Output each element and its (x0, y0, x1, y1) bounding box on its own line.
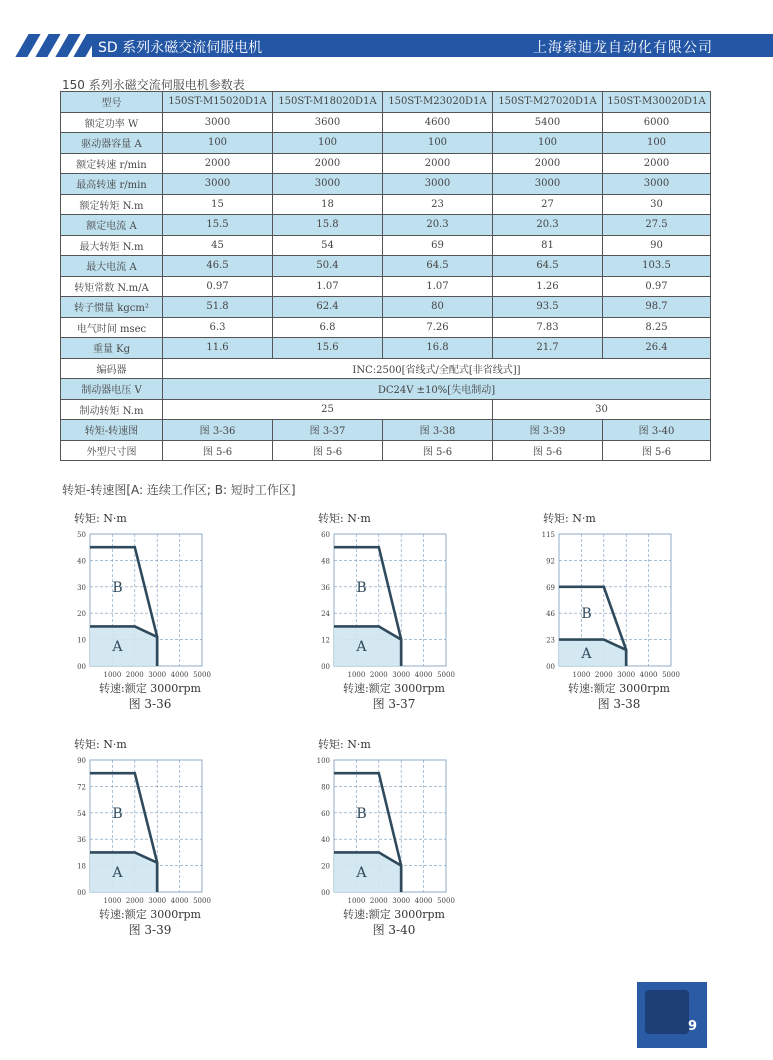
table-cell: 5400 (493, 112, 603, 133)
table-cell: 23 (383, 194, 493, 215)
region-a-label: A (356, 865, 367, 882)
table-row (61, 379, 711, 400)
y-tick-label: 36 (321, 583, 330, 592)
y-axis-label: 转矩: N·m (318, 512, 371, 525)
y-tick-label: 69 (546, 583, 555, 592)
row-label: 最大转矩 N.m (61, 235, 163, 256)
page-number: 9 (687, 1019, 697, 1034)
table-row (61, 276, 711, 297)
table-cell: 0.97 (163, 276, 273, 297)
row-label: 制动器电压 V (61, 379, 163, 400)
table-row (61, 215, 711, 236)
row-label: 驱动器容量 A (61, 133, 163, 154)
chart-svg (531, 512, 711, 724)
table-cell: 46.5 (163, 256, 273, 277)
torque-speed-chart (62, 738, 242, 954)
charts-caption: 转矩-转速图[A: 连续工作区; B: 短时工作区] (62, 483, 296, 497)
table-cell: 2000 (163, 153, 273, 174)
row-label: 转矩常数 N.m/A (61, 276, 163, 297)
row-label: 转矩-转速图 (61, 420, 163, 441)
page-number-box (637, 982, 707, 1048)
y-tick-label: 20 (321, 862, 330, 871)
y-tick-label: 46 (546, 610, 555, 619)
table-cell: 6000 (603, 112, 711, 133)
table-cell: 图 5-6 (273, 440, 383, 461)
table-row (61, 256, 711, 277)
table-row (61, 317, 711, 338)
x-tick-label: 3000 (148, 671, 167, 679)
y-tick-label: 90 (77, 757, 86, 765)
y-tick-label: 48 (321, 557, 330, 566)
table-cell: 15.8 (273, 215, 383, 236)
table-cell: 0.97 (603, 276, 711, 297)
table-row (61, 338, 711, 359)
x-tick-label: 4000 (170, 897, 189, 905)
row-label: 编码器 (61, 358, 163, 379)
x-tick-label: 5000 (193, 897, 211, 905)
table-cell: 图 5-6 (163, 440, 273, 461)
table-row (61, 399, 711, 420)
y-tick-label: 72 (77, 783, 86, 792)
region-b-label: B (112, 579, 123, 596)
x-tick-label: 3000 (392, 897, 411, 905)
y-axis-label: 转矩: N·m (74, 512, 127, 525)
table-cell: INC:2500[省线式/全配式[非省线式]] (163, 358, 711, 379)
table-cell: 64.5 (493, 256, 603, 277)
y-tick-label: 10 (77, 636, 86, 645)
table-row (61, 420, 711, 441)
x-tick-label: 3000 (392, 671, 411, 679)
table-row (61, 153, 711, 174)
table-row (61, 133, 711, 154)
table-cell: 图 5-6 (383, 440, 493, 461)
table-cell: 27 (493, 194, 603, 215)
x-tick-label: 4000 (414, 897, 433, 905)
table-cell: 45 (163, 235, 273, 256)
region-a-label: A (581, 645, 592, 662)
table-header-row (61, 92, 711, 113)
header-title: SD 系列永磁交流伺服电机 (98, 40, 263, 56)
y-tick-label: 23 (546, 636, 555, 645)
table-row (61, 358, 711, 379)
x-tick-label: 3000 (617, 671, 636, 679)
y-tick-label: 40 (77, 557, 86, 566)
table-cell: 30 (603, 194, 711, 215)
table-row (61, 174, 711, 195)
table-row (61, 297, 711, 318)
table-cell: 3000 (273, 174, 383, 195)
table-cell: 15.6 (273, 338, 383, 359)
model-header: 150ST-M23020D1A (383, 92, 493, 113)
row-label: 转子惯量 kgcm² (61, 297, 163, 318)
spec-table (60, 91, 711, 461)
x-tick-label: 5000 (437, 897, 455, 905)
region-a-fill (559, 640, 626, 666)
x-tick-label: 1000 (572, 671, 591, 679)
y-tick-label: 30 (77, 583, 86, 592)
table-cell: 100 (163, 133, 273, 154)
table-cell: 3000 (163, 112, 273, 133)
y-tick-label: 00 (77, 663, 86, 671)
chart-svg (62, 512, 242, 724)
x-tick-label: 4000 (170, 671, 189, 679)
table-cell: 图 5-6 (493, 440, 603, 461)
chart-title: 图 3-38 (597, 697, 641, 711)
y-axis-label: 转矩: N·m (318, 738, 371, 751)
model-header: 150ST-M30020D1A (603, 92, 711, 113)
table-cell: 2000 (603, 153, 711, 174)
row-label: 额定功率 W (61, 112, 163, 133)
table-cell: 93.5 (493, 297, 603, 318)
x-tick-label: 2000 (125, 671, 144, 679)
table-cell: 25 (163, 399, 493, 420)
x-tick-label: 1000 (103, 671, 122, 679)
x-tick-label: 2000 (125, 897, 144, 905)
row-label: 外型尺寸图 (61, 440, 163, 461)
table-cell: 64.5 (383, 256, 493, 277)
chart-title: 图 3-37 (372, 697, 416, 711)
row-label: 最高转速 r/min (61, 174, 163, 195)
table-cell: 15 (163, 194, 273, 215)
torque-speed-chart (531, 512, 711, 728)
table-cell: 6.8 (273, 317, 383, 338)
chart-title: 图 3-39 (128, 923, 172, 937)
table-cell: 100 (383, 133, 493, 154)
x-tick-label: 4000 (639, 671, 658, 679)
table-cell: 3600 (273, 112, 383, 133)
y-axis-label: 转矩: N·m (74, 738, 127, 751)
table-cell: 100 (273, 133, 383, 154)
chart-svg (62, 738, 242, 950)
table-row (61, 112, 711, 133)
table-cell: 3000 (493, 174, 603, 195)
y-tick-label: 80 (321, 783, 330, 792)
table-cell: 20.3 (383, 215, 493, 236)
row-label: 额定电流 A (61, 215, 163, 236)
x-tick-label: 3000 (148, 897, 167, 905)
table-cell: 图 3-37 (273, 420, 383, 441)
y-tick-label: 20 (77, 610, 86, 619)
table-cell: 8.25 (603, 317, 711, 338)
table-cell: 51.8 (163, 297, 273, 318)
table-cell: 21.7 (493, 338, 603, 359)
x-tick-label: 5000 (662, 671, 680, 679)
x-tick-label: 2000 (369, 897, 388, 905)
motor-image (645, 990, 689, 1034)
y-tick-label: 00 (546, 663, 555, 671)
torque-speed-chart (306, 512, 486, 728)
chart-svg (306, 512, 486, 724)
table-cell: 2000 (383, 153, 493, 174)
row-label: 重量 Kg (61, 338, 163, 359)
x-tick-label: 5000 (437, 671, 455, 679)
region-b-label: B (112, 805, 123, 822)
table-cell: 图 3-36 (163, 420, 273, 441)
x-tick-label: 1000 (347, 897, 366, 905)
model-header: 150ST-M15020D1A (163, 92, 273, 113)
chart-title: 图 3-36 (128, 697, 172, 711)
x-axis-label: 转速:额定 3000rpm (568, 682, 670, 695)
x-axis-label: 转速:额定 3000rpm (99, 682, 201, 695)
table-cell: 15.5 (163, 215, 273, 236)
table-cell: 100 (603, 133, 711, 154)
x-tick-label: 2000 (369, 671, 388, 679)
table-row (61, 440, 711, 461)
table-cell: 图 5-6 (603, 440, 711, 461)
y-tick-label: 92 (546, 557, 555, 566)
y-tick-label: 54 (77, 809, 86, 818)
region-a-label: A (112, 865, 123, 882)
table-cell: 1.07 (273, 276, 383, 297)
y-tick-label: 40 (321, 836, 330, 845)
row-label: 额定转矩 N.m (61, 194, 163, 215)
x-tick-label: 4000 (414, 671, 433, 679)
table-row (61, 235, 711, 256)
y-axis-label: 转矩: N·m (543, 512, 596, 525)
row-label: 最大电流 A (61, 256, 163, 277)
table-title: 150 系列永磁交流伺服电机参数表 (62, 78, 245, 92)
y-tick-label: 115 (541, 531, 555, 539)
table-cell: 26.4 (603, 338, 711, 359)
y-tick-label: 00 (321, 663, 330, 671)
y-tick-label: 24 (321, 610, 330, 619)
table-cell: 4600 (383, 112, 493, 133)
table-cell: 62.4 (273, 297, 383, 318)
y-tick-label: 60 (321, 809, 330, 818)
x-axis-label: 转速:额定 3000rpm (343, 682, 445, 695)
model-header: 150ST-M27020D1A (493, 92, 603, 113)
table-cell: 1.26 (493, 276, 603, 297)
table-cell: 20.3 (493, 215, 603, 236)
table-cell: 16.8 (383, 338, 493, 359)
table-cell: 3000 (383, 174, 493, 195)
table-cell: 图 3-40 (603, 420, 711, 441)
y-tick-label: 36 (77, 836, 86, 845)
y-tick-label: 60 (321, 531, 330, 539)
table-cell: 18 (273, 194, 383, 215)
table-cell: DC24V ±10%[失电制动] (163, 379, 711, 400)
table-cell: 30 (493, 399, 711, 420)
table-cell: 69 (383, 235, 493, 256)
torque-speed-chart (306, 738, 486, 954)
table-cell: 1.07 (383, 276, 493, 297)
table-cell: 2000 (273, 153, 383, 174)
x-tick-label: 1000 (103, 897, 122, 905)
table-cell: 81 (493, 235, 603, 256)
table-cell: 3000 (163, 174, 273, 195)
table-cell: 100 (493, 133, 603, 154)
table-cell: 6.3 (163, 317, 273, 338)
chart-svg (306, 738, 486, 950)
table-cell: 103.5 (603, 256, 711, 277)
x-axis-label: 转速:额定 3000rpm (343, 908, 445, 921)
x-tick-label: 2000 (594, 671, 613, 679)
y-tick-label: 00 (77, 889, 86, 897)
y-tick-label: 18 (77, 862, 86, 871)
x-tick-label: 1000 (347, 671, 366, 679)
y-tick-label: 00 (321, 889, 330, 897)
region-a-label: A (356, 639, 367, 656)
row-label: 制动转矩 N.m (61, 399, 163, 420)
table-cell: 图 3-39 (493, 420, 603, 441)
table-cell: 90 (603, 235, 711, 256)
table-cell: 80 (383, 297, 493, 318)
table-cell: 11.6 (163, 338, 273, 359)
x-tick-label: 5000 (193, 671, 211, 679)
region-a-label: A (112, 639, 123, 656)
region-b-label: B (356, 579, 367, 596)
y-tick-label: 50 (77, 531, 86, 539)
header-company: 上海索迪龙自动化有限公司 (533, 40, 713, 56)
chart-title: 图 3-40 (372, 923, 416, 937)
table-row (61, 194, 711, 215)
model-header: 150ST-M18020D1A (273, 92, 383, 113)
torque-speed-chart (62, 512, 242, 728)
region-b-label: B (581, 606, 592, 623)
table-cell: 50.4 (273, 256, 383, 277)
row-label: 型号 (61, 92, 163, 113)
table-cell: 2000 (493, 153, 603, 174)
row-label: 额定转速 r/min (61, 153, 163, 174)
x-axis-label: 转速:额定 3000rpm (99, 908, 201, 921)
table-cell: 3000 (603, 174, 711, 195)
table-cell: 图 3-38 (383, 420, 493, 441)
y-tick-label: 12 (321, 636, 330, 645)
y-tick-label: 100 (316, 757, 330, 765)
region-b-label: B (356, 805, 367, 822)
table-cell: 7.83 (493, 317, 603, 338)
table-cell: 98.7 (603, 297, 711, 318)
row-label: 电气时间 msec (61, 317, 163, 338)
page-header (0, 30, 773, 62)
table-cell: 54 (273, 235, 383, 256)
table-cell: 7.26 (383, 317, 493, 338)
table-cell: 27.5 (603, 215, 711, 236)
